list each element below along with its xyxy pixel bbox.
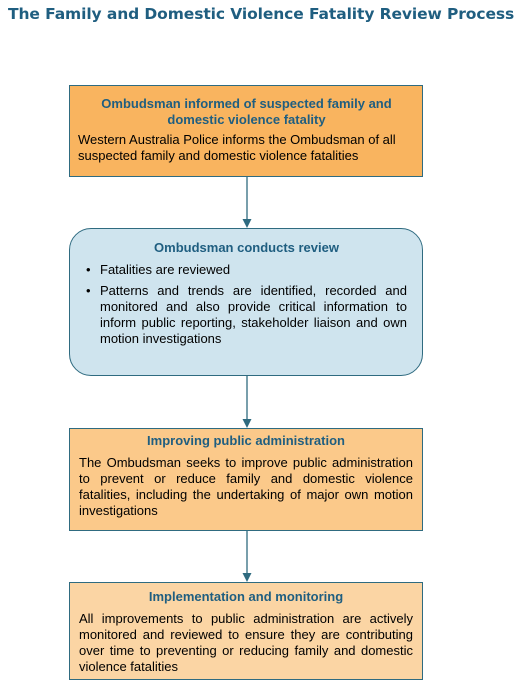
- step-heading: Implementation and monitoring: [148, 589, 344, 604]
- step-body: All improvements to public administration are actively monitored and reviewed to ensure they are contributing over time to preventing or reducing family and domestic violence fatalities: [79, 611, 413, 674]
- bullet-icon: •: [86, 262, 91, 277]
- list-item: [86, 283, 407, 347]
- page-title: The Family and Domestic Violence Fatality Review Process: [8, 5, 515, 23]
- list-item-text: Patterns and trends are identified, recorded and monitored and also provide critical information to inform public reporting, stakeholder liaison and own motion investigations: [100, 283, 407, 346]
- step-box-improving: [69, 428, 423, 531]
- arrow-down-icon: [237, 376, 257, 428]
- bullet-list: [86, 262, 407, 347]
- list-item-text: Fatalities are reviewed: [100, 262, 231, 277]
- arrow-down-icon: [237, 531, 257, 582]
- step-heading: Improving public administration: [147, 433, 345, 448]
- step-box-implementation: [69, 582, 423, 680]
- arrow-down-icon: [237, 177, 257, 228]
- step-body: Western Australia Police informs the Ombudsman of all suspected family and domestic violence fatalities: [78, 132, 396, 163]
- step-body: The Ombudsman seeks to improve public administration to prevent or reduce family and domestic violence fatalities, including the undertaking of major own motion investigations: [79, 455, 413, 518]
- step-heading: Ombudsman informed of suspected family and domestic violence fatality: [101, 96, 392, 127]
- step-heading: Ombudsman conducts review: [154, 240, 339, 255]
- list-item: [86, 262, 407, 278]
- bullet-icon: •: [86, 283, 91, 298]
- step-box-informed: [69, 85, 423, 177]
- step-box-review: [69, 228, 423, 376]
